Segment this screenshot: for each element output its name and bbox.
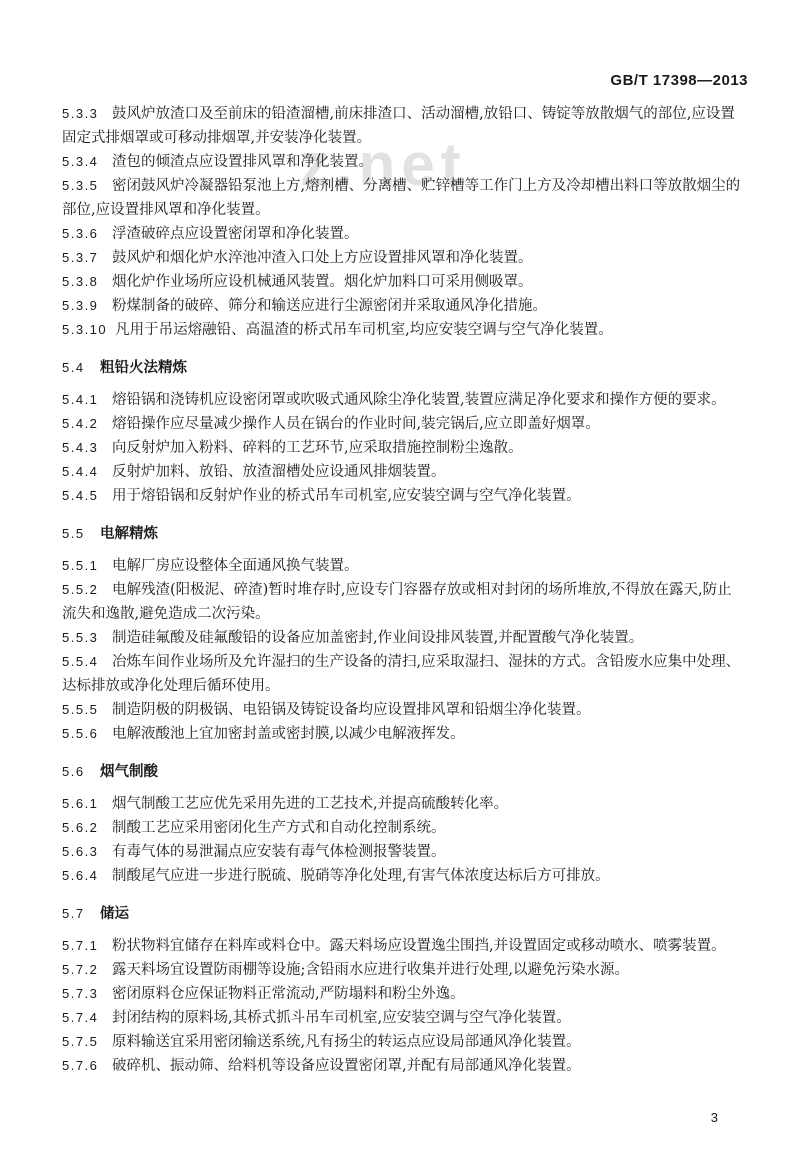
clause-number: 5.5.3 (62, 630, 99, 645)
section-number: 5.5 (62, 526, 85, 541)
clause-text: 制造阴极的阴极锅、电铅锅及铸锭设备均应设置排风罩和铅烟尘净化装置。 (112, 702, 591, 718)
clause-text: 封闭结构的原料场,其桥式抓斗吊车司机室,应安装空调与空气净化装置。 (112, 1010, 571, 1026)
clause-text: 鼓风炉放渣口及至前床的铅渣溜槽,前床排渣口、活动溜槽,放铅口、铸锭等放散烟气的部位,应设置固定式排烟罩或可移动排烟罩,并安装净化装置。 (62, 106, 735, 146)
section-heading (62, 356, 746, 380)
clause (62, 270, 746, 294)
clause-text: 冶炼车间作业场所及允许湿扫的生产设备的清扫,应采取湿扫、湿抹的方式。含铅废水应集中处理、达标排放或净化处理后循环使用。 (62, 654, 741, 694)
clause-number: 5.3.7 (62, 250, 99, 265)
clause (62, 294, 746, 318)
clause-number: 5.3.9 (62, 298, 99, 313)
clause (62, 816, 746, 840)
clauses-5-3 (62, 102, 746, 342)
section-title: 粗铅火法精炼 (100, 359, 187, 376)
clause (62, 864, 746, 888)
clause (62, 1006, 746, 1030)
watermark-text: z.net (300, 131, 467, 198)
clause-number: 5.4.1 (62, 392, 99, 407)
clause-number: 5.3.8 (62, 274, 99, 289)
clause-text: 密闭原料仓应保证物料正常流动,严防塌料和粉尘外逸。 (112, 986, 465, 1002)
clause-number: 5.5.4 (62, 654, 99, 669)
clause-number: 5.3.10 (62, 322, 108, 337)
section-title: 储运 (100, 905, 129, 922)
section-5-5 (62, 522, 746, 746)
clause-text: 熔铅操作应尽量减少操作人员在锅台的作业时间,装完锅后,应立即盖好烟罩。 (112, 416, 600, 432)
clause-text: 烟气制酸工艺应优先采用先进的工艺技术,并提高硫酸转化率。 (112, 796, 509, 812)
clause (62, 246, 746, 270)
clause-text: 制酸工艺应采用密闭化生产方式和自动化控制系统。 (112, 820, 446, 836)
section-5-7 (62, 902, 746, 1078)
section-5-6 (62, 760, 746, 888)
clause-number: 5.3.5 (62, 178, 99, 193)
clause-number: 5.3.3 (62, 106, 99, 121)
clause-number: 5.6.4 (62, 868, 99, 883)
clause (62, 484, 746, 508)
section-title: 烟气制酸 (100, 763, 158, 780)
clause-number: 5.4.4 (62, 464, 99, 479)
section-heading (62, 522, 746, 546)
clause-text: 电解残渣(阳极泥、碎渣)暂时堆存时,应设专门容器存放或相对封闭的场所堆放,不得放在露天,防止流失和逸散,避免造成二次污染。 (62, 582, 732, 622)
clause-text: 鼓风炉和烟化炉水淬池冲渣入口处上方应设置排风罩和净化装置。 (112, 250, 533, 266)
clause (62, 174, 746, 222)
clause (62, 412, 746, 436)
clause (62, 698, 746, 722)
clause-number: 5.6.3 (62, 844, 99, 859)
clause (62, 934, 746, 958)
clause-text: 制造硅氟酸及硅氟酸铅的设备应加盖密封,作业间设排风装置,并配置酸气净化装置。 (112, 630, 644, 646)
clause-number: 5.7.1 (62, 938, 99, 953)
clause-number: 5.3.6 (62, 226, 99, 241)
clause (62, 722, 746, 746)
clause (62, 650, 746, 698)
clause-text: 粉煤制备的破碎、筛分和输送应进行尘源密闭并采取通风净化措施。 (112, 298, 547, 314)
section-heading (62, 760, 746, 784)
clause-text: 用于熔铅锅和反射炉作业的桥式吊车司机室,应安装空调与空气净化装置。 (112, 488, 581, 504)
clause-number: 5.6.2 (62, 820, 99, 835)
section-number: 5.7 (62, 906, 85, 921)
clause-text: 凡用于吊运熔融铅、高温渣的桥式吊车司机室,均应安装空调与空气净化装置。 (115, 322, 613, 338)
clause (62, 626, 746, 650)
clause-text: 露天料场宜设置防雨棚等设施;含铅雨水应进行收集并进行处理,以避免污染水源。 (112, 962, 629, 978)
clause (62, 958, 746, 982)
clause-number: 5.4.3 (62, 440, 99, 455)
clause-text: 电解液酸池上宜加密封盖或密封膜,以减少电解液挥发。 (112, 726, 465, 742)
clause-number: 5.4.5 (62, 488, 99, 503)
clause-number: 5.7.4 (62, 1010, 99, 1025)
clause (62, 388, 746, 412)
clause (62, 792, 746, 816)
clause-number: 5.4.2 (62, 416, 99, 431)
clause (62, 150, 746, 174)
clause-number: 5.5.1 (62, 558, 99, 573)
clause-text: 烟化炉作业场所应设机械通风装置。烟化炉加料口可采用侧吸罩。 (112, 274, 533, 290)
clause (62, 460, 746, 484)
clause-number: 5.3.4 (62, 154, 99, 169)
section-heading (62, 902, 746, 926)
section-number: 5.6 (62, 764, 85, 779)
page-content (62, 102, 746, 1078)
clause (62, 982, 746, 1006)
clause-text: 反射炉加料、放铅、放渣溜槽处应设通风排烟装置。 (112, 464, 446, 480)
clause-number: 5.7.6 (62, 1058, 99, 1073)
clause (62, 578, 746, 626)
clause-text: 渣包的倾渣点应设置排风罩和净化装置。 (112, 154, 373, 170)
clause (62, 222, 746, 246)
clause (62, 1054, 746, 1078)
clause-number: 5.6.1 (62, 796, 99, 811)
clause-text: 有毒气体的易泄漏点应安装有毒气体检测报警装置。 (112, 844, 446, 860)
clause-text: 密闭鼓风炉冷凝器铅泵池上方,熔剂槽、分离槽、贮锌槽等工作门上方及冷却槽出料口等放散烟尘的部位,应设置排风罩和净化装置。 (62, 178, 741, 218)
clause-number: 5.5.6 (62, 726, 99, 741)
clause-text: 熔铅锅和浇铸机应设密闭罩或吹吸式通风除尘净化装置,装置应满足净化要求和操作方便的要求。 (112, 392, 726, 408)
clause-number: 5.7.5 (62, 1034, 99, 1049)
clause-text: 向反射炉加入粉料、碎料的工艺环节,应采取措施控制粉尘逸散。 (112, 440, 523, 456)
clause-number: 5.7.2 (62, 962, 99, 977)
clause (62, 102, 746, 150)
section-5-4 (62, 356, 746, 508)
clause-text: 粉状物料宜储存在料库或料仓中。露天料场应设置逸尘围挡,并设置固定或移动喷水、喷雾装置。 (112, 938, 726, 954)
clause-number: 5.5.2 (62, 582, 99, 597)
section-title: 电解精炼 (100, 525, 158, 542)
page-number: 3 (710, 1110, 718, 1125)
clause (62, 1030, 746, 1054)
standard-code: GB/T 17398—2013 (610, 72, 748, 89)
clause-text: 电解厂房应设整体全面通风换气装置。 (112, 558, 359, 574)
clause (62, 840, 746, 864)
clause-text: 浮渣破碎点应设置密闭罩和净化装置。 (112, 226, 359, 242)
clause-number: 5.5.5 (62, 702, 99, 717)
clause-number: 5.7.3 (62, 986, 99, 1001)
clause-text: 原料输送宜采用密闭输送系统,凡有扬尘的转运点应设局部通风净化装置。 (112, 1034, 581, 1050)
clause-text: 制酸尾气应进一步进行脱硫、脱硝等净化处理,有害气体浓度达标后方可排放。 (112, 868, 610, 884)
clause-text: 破碎机、振动筛、给料机等设备应设置密闭罩,并配有局部通风净化装置。 (112, 1058, 581, 1074)
section-number: 5.4 (62, 360, 85, 375)
clause (62, 436, 746, 460)
clause (62, 318, 746, 342)
clause (62, 554, 746, 578)
